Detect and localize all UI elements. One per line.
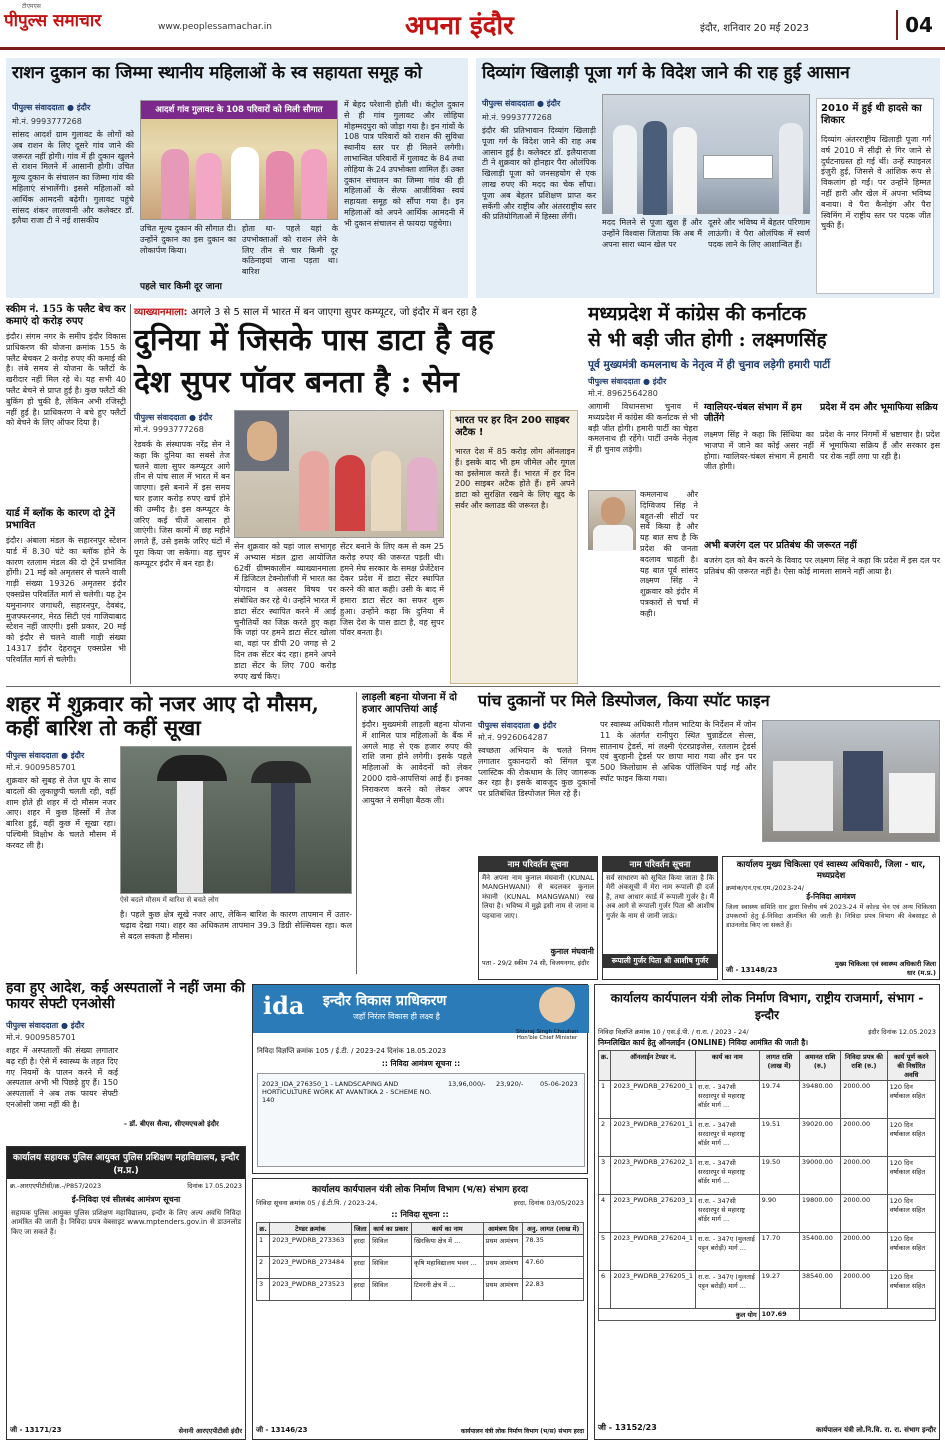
table-cell: कृषि महाविद्यालय भवन ...: [411, 1257, 483, 1279]
story-data-superpower: [134, 304, 580, 684]
table-cell: 2023_PWDRB_276204_1: [611, 1233, 696, 1271]
column-header: जिला: [351, 1223, 370, 1235]
body-col-1: इंदौर की प्रतिभावान दिव्यांग खिलाड़ी पूजा गर्ग के विदेश जाने की राह अब आसान हुई है। कलेक्टर डॉ. इलैयाराजा टी ने शुक्रवार को होनहार पैरा ओलंपिक खिलाड़ी पूजा को जनसहयोग से एक लाख रुपए की मदद का चेक सौंपा। पूजा अब बेहतर प्रशिक्षण प्राप्त कर सकेंगी और राष्ट्रीय और अंतरराष्ट्रीय स्तर की प्रतियोगिताओं में हिस्सा लेंगी।: [482, 126, 596, 222]
table-cell: 39000.00: [799, 1157, 840, 1195]
table-cell: 2: [257, 1257, 270, 1279]
headline: शहर में शुक्रवार को नजर आए दो मौसम, कहीं बारिश तो कहीं सूखा: [6, 691, 319, 741]
body-1: इंदौर। संगम नगर के समीप इंदौर विकास प्राधिकरण की योजना क्रमांक 155 के फ्लैट बेचकर 2 करोड़ रुपए की कमाई की है। लंबे समय से योजना के फ्लैटों के खरीदार नहीं मिल रहे थे। यह सभी 40 फ्लैट बेचने से प्राप्त हुई है। कुछ फ्लैटों की बुकिंग हो चुकी है, लेकिन अभी रजिस्ट्री नहीं हुई है। प्राधिकरण ने बचे हुए फ्लैटों को बेचने के लिए ऑफर दिया है।: [6, 332, 126, 428]
notice-ida-tender: [252, 984, 588, 1174]
photo-seized-items: [762, 720, 940, 842]
subhead-1: ग्वालियर-चंबल संभाग में हम जीतेंगे: [704, 402, 802, 425]
kicker-text: अगले 3 से 5 साल में भारत में बन जाएगा सुपर कम्प्यूटर, जो इंदौर में बन रहा है: [190, 307, 477, 318]
notice-address: पता - 29/2 स्कीम 74 सी, विजयनगर, इंदौर: [482, 959, 589, 967]
ida-title: इन्दौर विकास प्राधिकरण: [323, 993, 447, 1009]
ida-logo: ida: [263, 991, 305, 1020]
logo-tag: टीएमएस: [22, 3, 41, 10]
headline: स्कीम नं. 155 के फ्लैट बेच कर कमाएं दो करोड़ रुपए: [6, 304, 126, 327]
column-header: कार्य का प्रकार: [370, 1223, 412, 1235]
headline-line-2: से भी बड़ी जीत होगी : लक्ष्मणसिंह: [588, 329, 827, 351]
notice-body: मैंने अपना नाम कुनाल मंघवानी (KUNAL MANGHWANI) से बदलकर कुनाल मंघानी (KUNAL MANGWANI) रख लिया है। भविष्य में मुझे इसी नाम से जाना व पहचाना जाए।: [482, 874, 594, 920]
column-header: कार्य का नाम: [411, 1223, 483, 1235]
table-cell: 9.90: [759, 1195, 799, 1233]
notice-cmho-dhar: [722, 856, 940, 980]
table-row: [257, 1257, 584, 1279]
notice-sign: रूपाली गुर्जर पिता श्री आशीष गुर्जर: [603, 954, 717, 968]
table-row: [257, 1235, 584, 1257]
notice-date: हरदा, दिनांक 03/05/2023: [513, 1199, 584, 1207]
table-cell: 120 दिन वर्षाकाल सहित: [887, 1081, 935, 1119]
table-cell: हरदा: [351, 1279, 370, 1301]
ida-amount: 13,96,000/-: [448, 1080, 486, 1088]
notice-sign: सेनानी आरएएपीटीसी इंदौर: [178, 1427, 242, 1435]
table-cell: 120 दिन वर्षाकाल सहित: [887, 1233, 935, 1271]
notice-body: जिला स्वास्थ्य समिति धार द्वारा वित्तीय वर्ष 2023-24 में कोल्ड चेन एवं अन्य चिकित्सा उपकरणों हेतु ई-निविदा आमंत्रित की जाती है। निविदा प्रपत्र विभाग की वेबसाइट से डाउनलोड किए जा सकते हैं।: [726, 903, 936, 929]
caption-1: मदद मिलने से पूजा खुश हैं और उन्होंने विश्वास जिताया कि अब मैं अपना सारा ध्यान खेल पर: [602, 218, 702, 249]
total-value: 107.69: [759, 1309, 799, 1321]
photo-caption: ऐसे बदले मौसम में बारिश से बचते लोग: [120, 896, 219, 904]
subhead: पूर्व मुख्यमंत्री कमलनाथ के नेतृत्व में ही चुनाव लड़ेगी हमारी पार्टी: [588, 359, 831, 371]
table-cell: सिविल: [370, 1279, 412, 1301]
dateline: इंदौर, शनिवार 20 मई 2023: [700, 23, 810, 34]
notice-sign: कार्यपालन यंत्री लो.नि.वि. रा. रा. संभाग इन्दौर: [815, 1426, 936, 1434]
story-scheme-155: [6, 304, 126, 684]
table-row: [599, 1271, 936, 1309]
body-2a: कमलनाथ और दिग्विजय सिंह ने बहुत-सी सीटों पर सर्वे किया है और यह बात सच है कि प्रदेश की जनता बदलाव चाहती है। यह बात पूर्व सांसद लक्ष्मण सिंह ने शुक्रवार को इंदौर में पत्रकारों से चर्चा में कही।: [640, 490, 698, 618]
ida-table: [257, 1073, 585, 1167]
notice-heading: ई-निविदा आमंत्रण: [806, 892, 856, 901]
subhead: पहले चार किमी दूर जाना: [140, 282, 223, 292]
notice-body: सहायक पुलिस आयुक्त पुलिस प्रशिक्षण महाविद्यालय, इन्दौर के लिए अल्प अवधि निविदा आमंत्रित की जाती है। निविदा प्रपत्र वेबसाइट www.mptenders.gov.in से डाउनलोड किए जा सकते हैं।: [11, 1209, 241, 1236]
body-col-2: पर स्वास्थ्य अधिकारी गौतम भाटिया के निर्देशन में जोन 11 के अंतर्गत रानीपुरा स्थित चुन्नाडेंटल सेल्स, सातनाथ ट्रेडर्स, मां लक्ष्मी एंटरप्राइजेस, रतलाम ट्रेडर्स एवं बुरहानी ट्रेडर्स पर छापा मारा गया और इन पर 500 किलोग्राम से अधिक पॉलिथिन पाई गई और स्पॉट फाइन किया गया।: [600, 720, 756, 783]
table-cell: 3: [599, 1157, 611, 1195]
body-col-1: रेडवर्क के संस्थापक नरेंद्र सेन ने कहा कि दुनिया का सबसे तेज चलने वाला सुपर कम्प्यूटर आगे तीन से पांच साल में भारत में बन जाएगा। इसे बनाने में इस समय चार हजार करोड़ रुपए खर्च होने की उम्मीद है। इस कम्प्यूटर के जरिए कई चीजें आसान हो जाएंगी। जिस कामों में छह महीने लगते हैं, उसे इसके जरिए घंटों में पूरा किया जा सकेगा। वह सुपर कम्प्यूटर इंदौर में बन रहा है।: [134, 440, 230, 568]
notice-ref: निविदा सूचना क्रमांक 05 / ई.टी.पि. / 2023-24,: [256, 1199, 378, 1207]
byline: पीपुल्स संवाददाता ● इंदौर: [482, 99, 561, 108]
sidebar-box: [816, 98, 934, 294]
sidebar-title: 2010 में हुई थी हादसे का शिकार: [821, 103, 922, 126]
table-cell: रा.रा. - 347ए (मुलताई पट्टन बरोड़ी) मार्ग ...: [696, 1271, 760, 1309]
table-cell: 19800.00: [799, 1195, 840, 1233]
story-ration-shop: [6, 58, 468, 298]
photo-banner: आदर्श गांव गुलावट के 108 परिवारों को मिली सौगात: [141, 101, 337, 119]
column-header: लागत राशि (लाख में): [759, 1051, 799, 1081]
cm-portrait: [539, 987, 575, 1023]
notice-title: कार्यालय कार्यपालन यंत्री लोक निर्माण विभाग (भ/स) संभाग हरदा: [312, 1185, 528, 1195]
table-cell: खिरकिया क्षेत्र में ...: [411, 1235, 483, 1257]
table-row: [257, 1279, 584, 1301]
table-cell: 2000.00: [841, 1233, 887, 1271]
table-cell: सिविल: [370, 1235, 412, 1257]
table-cell: 2023_PWDRB_276200_1: [611, 1081, 696, 1119]
table-cell: 2000.00: [841, 1157, 887, 1195]
ida-tagline: जहाँ निरंतर विकास ही लक्ष्य है: [353, 1012, 440, 1021]
sidebar-body: भारत देश में 85 करोड़ लोग ऑनलाइन हैं। इसके बाद भी हम जीमेल और गूगल का इस्तेमाल करते हैं। भारत में हर दिन 200 साइबर अटैक होते हैं। हमें अपने डाटा को सुरक्षित रखने के लिए खुद के सर्वर और क्लाउड की जरूरत है।: [455, 447, 575, 510]
story-pooja-garg: [476, 58, 940, 298]
table-cell: रा.रा. - 347सी सरदारपुर से महाराष्ट्र बॉर्डर मार्ग ...: [696, 1157, 760, 1195]
sidebar-body: दिव्यांग अंतरराष्ट्रीय खिलाड़ी पूजा गर्ग वर्ष 2010 में सीढ़ी से गिर जाने से दुर्घटनाग्रस्त हो गई थीं। उन्हें स्पाइनल इंजुरी हुई, जिससे वे आंशिक रूप से विकलांग हो गईं। पर उन्होंने हिम्मत नहीं हारी और खेल में अपना भविष्य बनाया। वे पैरा कैनोइंग और पैरा स्विमिंग में राष्ट्रीय स्तर पर पदक जीत चुकी हैं।: [821, 135, 931, 231]
body-col-1: स्वच्छता अभियान के चलते निगम लगातार दुकानदारों को सिंगल यूज प्लास्टिक की रोकथाम के लिए जागरूक कर रहा है। इसके बावजूद कुछ दुकानों पर प्रतिबंधित डिस्पोजल मिल रहे हैं।: [478, 746, 596, 799]
ida-heading: :: निविदा आमंत्रण सूचना ::: [381, 1059, 461, 1068]
headline: हवा हुए आदेश, कई अस्पतालों ने नहीं जमा की फायर सेफ्टी एनओसी: [6, 980, 245, 1013]
column-header: क्र.: [599, 1051, 611, 1081]
section-title: अपना इंदौर: [405, 11, 514, 41]
ida-banner: [253, 985, 589, 1033]
column-header: निविदा प्रपत्र की राशि (रु.): [841, 1051, 887, 1081]
table-cell: 2023_PWDRB_273484: [270, 1257, 351, 1279]
table-cell: 22.83: [523, 1279, 584, 1301]
body-col-1: शुक्रवार को सुबह से तेज धूप के साथ बादलों की लुकाछुपी चलती रही, वहीं शाम होते ही शहर में दो मौसम नजर आए। शहर में कुछ हिस्सों में तेज बारिश हुई, वहीं कुछ में सूखा रहा। पश्चिमी विक्षोभ के चलते मौसम में करवट ली है।: [6, 776, 116, 850]
notice-title: नाम परिवर्तन सूचना: [603, 857, 717, 872]
ida-ref: निविदा विज्ञप्ति क्रमांक 105 / ई.टी. / 2023-24 दिनांक 18.05.2023: [257, 1047, 447, 1055]
table-cell: प्रथम आमंत्रण: [483, 1257, 523, 1279]
notice-name-change-1: [478, 856, 598, 980]
headline-line-1: दुनिया में जिसके पास डाटा है वह: [134, 323, 494, 358]
sidebar-title: भारत पर हर दिन 200 साइबर अटैक !: [455, 415, 570, 438]
story-weather: [6, 692, 352, 974]
notice-body: सर्व साधारण को सूचित किया जाता है कि मेरी अंकसूची में मेरा नाम रूपाली ही दर्ज है, तथा आधार कार्ड में रूपाली गुर्जर है। मैं अब आगे से रूपाली गुर्जर पिता श्री आशीष गुर्जर के नाम से जानी जाऊं।: [606, 874, 714, 920]
table-cell: 19.50: [759, 1157, 799, 1195]
table-cell: हरदा: [351, 1257, 370, 1279]
notice-id: जी - 13152/23: [598, 1423, 657, 1432]
body-col-1: सांसद आदर्श ग्राम गुलावट के लोगों को अब राशन के लिए दूसरे गांव जाने की जरूरत नहीं होगी। गांव में ही दुकान खुलने से राशन मिलने में आसानी होगी। उचित मूल्य दुकान के संचालन का जिम्मा गांव की महिलाएं संभालेंगी। इससे महिलाओं को आर्थिक आमदनी बढ़ेगी। गुलावट पहुंचे सांसद शंकर लालवानी और कलेक्टर डॉ. इलैया राजा टी ने नई शासकीय: [12, 130, 134, 226]
notice-title: कार्यालय मुख्य चिकित्सा एवं स्वास्थ्य अधिकारी, जिला - धार, मध्यप्रदेश: [736, 860, 926, 881]
table-cell: 2023_PWDRB_273523: [270, 1279, 351, 1301]
photo-rain: [120, 746, 352, 894]
subhead-3: अभी बजरंग दल पर प्रतिबंध की जरूरत नहीं: [704, 540, 857, 551]
column-header: कार्य का नाम: [696, 1051, 760, 1081]
table-cell: 38540.00: [799, 1271, 840, 1309]
cm-name: [507, 1029, 587, 1041]
ida-emd: 23,920/-: [496, 1080, 524, 1088]
table-cell: 35400.00: [799, 1233, 840, 1271]
body-col-4: में बेहद परेशानी होती थी। कंट्रोल दुकान से ही गांव गुलावट और लोहिया मोहम्मदपुरा को जोड़ा गया है। इन गांवों के 108 पात्र परिवारों को राशन की सुविधा स्थानीय स्तर पर ही मिलने लगेगी। लाभान्वित परिवारों में गुलावट के 84 तथा लोहिया के 24 उपभोक्ता शामिल हैं। उक्त दुकान संचालन का जिम्मा गांव की ही महिलाओं के सेल्फ आजीविका स्वयं सहायता समूह को सौंपा गया है। इन महिलाओं को अपने आर्थिक आमदनी में भी दुकान संचालन से फायदा पहुंचेगा।: [344, 100, 464, 228]
photo-audience: [234, 410, 444, 538]
notice-name-change-2: [602, 856, 718, 980]
photo-laxman-singh: [588, 490, 636, 550]
table-cell: टिमरनी क्षेत्र में ...: [411, 1279, 483, 1301]
table-cell: सिविल: [370, 1257, 412, 1279]
table-cell: 19.74: [759, 1081, 799, 1119]
table-cell: 2000.00: [841, 1081, 887, 1119]
table-cell: 2000.00: [841, 1195, 887, 1233]
column-header: ऑनलाईन टेण्डर नं.: [611, 1051, 696, 1081]
table-cell: रा.रा. - 347सी सरदारपुर से महाराष्ट्र बॉर्डर मार्ग ...: [696, 1081, 760, 1119]
total-label: कुल योग: [599, 1309, 760, 1321]
byline: पीपुल्स संवाददाता ● इंदौर: [588, 377, 667, 386]
column-header: क्र.: [257, 1223, 270, 1235]
notice-date: इंदौर दिनांक 12.05.2023: [868, 1028, 936, 1036]
notice-sign: मुख्य चिकित्सा एवं स्वास्थ्य अधिकारी जिला धार (म.प्र.): [834, 960, 936, 977]
notice-id: जी - 13171/23: [10, 1426, 62, 1434]
table-cell: 4: [599, 1195, 611, 1233]
story-fire-noc: [6, 980, 246, 1140]
mobile-number: मो.नं. 9993777268: [12, 117, 82, 126]
page-number: 04: [896, 10, 940, 40]
notice-heading: :: निविदा सूचना ::: [391, 1210, 449, 1219]
notice-date: दिनांक 17.05.2023: [187, 1182, 242, 1190]
table-cell: 120 दिन वर्षाकाल सहित: [887, 1271, 935, 1309]
table-row: [599, 1157, 936, 1195]
story-ladli-behna: [362, 692, 472, 882]
table-cell: 2000.00: [841, 1271, 887, 1309]
ida-work: 2023_IDA_276350_1 - LANDSCAPING AND HORTICULTURE WORK AT AVANTIKA 2 - SCHEME NO. 140: [262, 1080, 432, 1104]
notice-title: नाम परिवर्तन सूचना: [479, 857, 597, 872]
table-cell: रा.रा. - 347सी सरदारपुर से महाराष्ट्र बॉर्डर मार्ग ...: [696, 1119, 760, 1157]
byline: पीपुल्स संवाददाता ● इंदौर: [6, 751, 85, 760]
table-cell: हरदा: [351, 1235, 370, 1257]
table-cell: 19.27: [759, 1271, 799, 1309]
tender-table: [598, 1050, 936, 1321]
table-cell: रा.रा. - 347ए (मुलताई पट्टन बरोड़ी) मार्ग ...: [696, 1233, 760, 1271]
table-cell: प्रथम आमंत्रण: [483, 1235, 523, 1257]
notice-ref: निविदा विज्ञप्ति क्रमांक 10 / एस.ई.पी. / रा.रा. / 2023 - 24/: [598, 1028, 749, 1036]
cm-role: Hon'ble Chief Minister: [516, 1035, 578, 1041]
headline: दिव्यांग खिलाड़ी पूजा गर्ग के विदेश जाने की राह हुई आसान: [482, 63, 850, 83]
table-cell: 2023_PWDRB_276201_1: [611, 1119, 696, 1157]
caption-2: दूसरे और भविष्य में बेहतर परिणाम लाऊंगी। वे पैरा ओलंपिक में स्वर्ण पदक लाने के लिए आशान्वित हैं।: [708, 218, 810, 249]
notice-pwd-harda: [252, 1178, 588, 1440]
photo-cheque-handover: [602, 94, 810, 214]
headline: पांच दुकानों पर मिले डिस्पोजल, किया स्पॉट फाइन: [478, 691, 770, 710]
body-col-3: होता था- पहले यहां के उपभोक्ताओं को राशन लेने के लिए तीन से चार किमी दूर कठिनाइयां जाना पड़ता था। बारिश: [242, 224, 338, 277]
tender-table: [256, 1222, 584, 1301]
notice-ref: क्रमांक/एन.एच.एम./2023-24/: [726, 884, 804, 892]
table-cell: 2023_PWDRB_276202_1: [611, 1157, 696, 1195]
table-cell: 19.51: [759, 1119, 799, 1157]
headline: राशन दुकान का जिम्मा स्थानीय महिलाओं के स्व सहायता समूह को: [12, 63, 422, 83]
mobile-number: मो.नं. 9009585701: [6, 1033, 76, 1042]
quote-sign: - डॉ. बीएस सैत्या, सीएमएचओ इंदौर: [124, 1120, 219, 1128]
table-cell: 3: [257, 1279, 270, 1301]
notice-ref: क्र.-आरएएपीटीसी/क्र.-/P857/2023: [10, 1182, 102, 1190]
column-header: कार्य पूर्ण करने की निर्धारित अवधि: [887, 1051, 935, 1081]
mobile-number: मो.नं. 9009585701: [6, 763, 76, 772]
byline: पीपुल्स संवाददाता ● इंदौर: [478, 721, 557, 730]
byline: पीपुल्स संवाददाता ● इंदौर: [134, 413, 213, 422]
table-cell: 2023_PWDRB_276203_1: [611, 1195, 696, 1233]
website-url[interactable]: www.peoplessamachar.in: [158, 22, 272, 32]
notice-pwd-nh-indore: [594, 984, 940, 1440]
notice-police-college: [6, 1146, 246, 1440]
body-col-3: सेंटर बनाने के लिए कम से कम 25 करोड़ रुपए की जरूरत पड़ती थी। हमने मेघ सरकार के समक्ष प्रेजेंटेशन देकर प्रदेश में डाटा सेंटर स्थापित करने की बात कही। उसी के बाद में हमारा डाटा सेंटर का सफर शुरू हुआ। उन्होंने कहा कि दुनिया में जिस देश के पास डाटा है, वह सुपर पॉवर बनता है।: [340, 542, 444, 638]
masthead: [0, 0, 945, 50]
column-header: आमंत्रण दिन: [483, 1223, 523, 1235]
table-row: [599, 1233, 936, 1271]
table-cell: 2023_PWDRB_273363: [270, 1235, 351, 1257]
headline: लाड़ली बहना योजना में दो हजार आपत्तियां आईं: [362, 692, 458, 715]
newspaper-logo: पीपुल्स समाचार: [4, 11, 102, 31]
table-cell: 2: [599, 1119, 611, 1157]
sidebar-cyber: [450, 410, 578, 684]
column-header: टेण्डर क्रमांक: [270, 1223, 351, 1235]
body-4: प्रदेश के नगर निगमों में भ्रष्टाचार है। प्रदेश में भूमाफिया सक्रिय हैं और सरकार इस पर रोक नहीं लगा पा रही है।: [820, 430, 940, 461]
headline-line-2: देश सुपर पॉवर बनता है : सेन: [134, 365, 459, 400]
table-cell: 2023_PWDRB_276205_1: [611, 1271, 696, 1309]
subhead-2: प्रदेश में दम और भूमाफिया सक्रिय: [820, 402, 938, 413]
table-row: [599, 1195, 936, 1233]
notice-id: जी - 13148/23: [726, 966, 778, 974]
notice-sign: कार्यपालन यंत्री लोक निर्माण विभाग (भ/स) संभाग हरदा: [460, 1428, 584, 1435]
table-row: [599, 1119, 936, 1157]
body-2: इंदौर। अंबाला मंडल के सहारनपुर स्टेशन यार्ड में 8.30 घंटे का ब्लॉक होने के कारण रतलाम मंडल की दो ट्रेनें प्रभावित होंगी। 21 मई को अमृतसर से चलने वाली गाड़ी संख्या 19326 अमृतसर इंदौर एक्सप्रेस परिवर्तित मार्ग से चलेगी। यह ट्रेन यमुनानगर जगाधरी, सहारनपुर, देवबंद, मुजफ्फरनगर, मेरठ सिटी एवं गाजियाबाद स्टेशन नहीं जाएगी। इसी प्रकार, 20 मई को इंदौर से चलने वाली गाड़ी संख्या 14317 इंदौर देहरादून एक्सप्रेस भी परिवर्तित मार्ग से चलेगी।: [6, 536, 126, 664]
body-col-2: है। पहले कुछ क्षेत्र सूखे नजर आए, लेकिन बारिश के कारण तापमान में उतार-चढ़ाव देखा गया। शहर का अधिकतम तापमान 39.3 डिग्री सेल्सियस रहा। कल से बदल सकता है मौसम।: [120, 910, 352, 941]
kicker: व्याख्यानमाला:: [134, 307, 188, 318]
body-3: लक्ष्मण सिंह ने कहा कि सिंधिया का भाजपा में जाने का कोई असर नहीं होगा। ग्वालियर-चंबल संभाग में हमारी जीत होगी।: [704, 430, 814, 472]
cm-name-text: Shivraj Singh Chouhan: [515, 1029, 579, 1035]
notice-title: कार्यालय सहायक पुलिस आयुक्त पुलिस प्रशिक्षण महाविद्यालय, इन्दौर (म.प्र.): [7, 1147, 245, 1179]
notice-id: जी - 13146/23: [256, 1426, 308, 1434]
table-cell: 120 दिन वर्षाकाल सहित: [887, 1119, 935, 1157]
mobile-number: मो.नं. 9993777268: [134, 425, 204, 434]
mobile-number: मो.नं. 9926064287: [478, 733, 548, 742]
column-header: अमानत राशि (रु.): [799, 1051, 840, 1081]
mobile-number: मो.नं. 9993777268: [482, 113, 552, 122]
ida-date: 05-06-2023: [540, 1080, 578, 1088]
table-cell: 6: [599, 1271, 611, 1309]
table-row: [599, 1081, 936, 1119]
body: इंदौर। मुख्यमंत्री लाड़ली बहना योजना में शामिल पात्र महिलाओं के बैंक में अगले माह से एक हजार रुपए की राशि जमा होने लगेगी। इसके पहले महिलाओं के आवेदनों को लेकर 2000 दावे-आपत्तियां आई हैं। इनका निराकरण करने को लेकर अपर आयुक्त ने समीक्षा बैठक ली।: [362, 720, 472, 805]
headline-line-1: मध्यप्रदेश में कांग्रेस की कर्नाटक: [588, 303, 806, 325]
table-cell: 120 दिन वर्षाकाल सहित: [887, 1195, 935, 1233]
body-5: बजरंग दल को बैन करने के विवाद पर लक्ष्मण सिंह ने कहा कि प्रदेश में इस दल पर प्रतिबंध की जरूरत नहीं है। ऐसा कोई मामला सामने नहीं आया है।: [704, 556, 940, 576]
byline: पीपुल्स संवाददाता ● इंदौर: [6, 1021, 85, 1030]
table-cell: 1: [599, 1081, 611, 1119]
column-header: अनु. लागत (लाख में): [523, 1223, 584, 1235]
kicker-line: [134, 304, 580, 320]
story-laxman-singh: [588, 304, 940, 684]
body-1: आगामी विधानसभा चुनाव में मध्यप्रदेश में कांग्रेस की कर्नाटक से भी बड़ी जीत होगी। हमारी पार्टी का चेहरा कमलनाथ ही रहेंगे। पार्टी उनके नेतृत्व में ही चुनाव लड़ेगी।: [588, 402, 698, 455]
notice-heading: ई-निविदा एवं सीलबंद आमंत्रण सूचना: [71, 1195, 181, 1204]
table-cell: 47.60: [523, 1257, 584, 1279]
byline: पीपुल्स संवाददाता ● इंदौर: [12, 103, 91, 112]
body-col-2: उचित मूल्य दुकान की सौगात दी। उन्होंने दुकान का इस दुकान का लोकार्पण किया।: [140, 224, 236, 255]
table-cell: 1: [257, 1235, 270, 1257]
table-cell: 2000.00: [841, 1119, 887, 1157]
mobile-number: मो.नं. 8962564280: [588, 389, 658, 398]
body-col-1: शहर में अस्पतालों की संख्या लगातार बढ़ रही है। ऐसे में स्वास्थ्य के तहत दिए गए नियमों के पालन करने में कई अस्पताल अभी भी पिछड़े हुए हैं। 150 अस्पतालों ने अब तक फायर सेफ्टी एनओसी जमा नहीं की है।: [6, 1046, 118, 1109]
table-cell: रा.रा. - 347सी सरदारपुर से महाराष्ट्र बॉर्डर मार्ग ...: [696, 1195, 760, 1233]
table-cell: 39020.00: [799, 1119, 840, 1157]
table-cell: 120 दिन वर्षाकाल सहित: [887, 1157, 935, 1195]
subhead: यार्ड में ब्लॉक के कारण दो ट्रेनें प्रभावित: [6, 508, 115, 531]
table-cell: 39480.00: [799, 1081, 840, 1119]
notice-sign: कुनाल मंघवानी: [550, 947, 594, 956]
notice-title: कार्यालय कार्यपालन यंत्री लोक निर्माण विभाग, राष्ट्रीय राजमार्ग, संभाग - इन्दौर: [610, 991, 924, 1022]
photo-ration-shop: [140, 100, 338, 220]
body-col-2: सेन शुक्रवार को यहां जाल सभागृह में अभ्यास मंडल द्वारा आयोजित 62वीं ग्रीष्मकालीन व्याख्यानमाला में डिजिटल टेक्नोलॉजी में भारत का योगदान व अवसर विषय पर संबोधित कर रहे थे। उन्होंने भारत में डाटा सेंटर स्थापित करने में आई चुनौतियों का जिक्र करते हुए कहा कि जहां पर हमने डाटा सेंटर खोला था, वहां पर डीपी 20 जगह से 2 दिन तक सेंटर बंद रहा। हमने अपने डाटा सेंटर के लिए 700 करोड़ रुपए खर्च किए।: [234, 542, 336, 681]
story-spot-fine: [478, 692, 940, 852]
notice-heading: निम्नलिखित कार्य हेतु ऑनलाईन (ONLINE) निविदा आमंत्रित की जाती है।: [598, 1038, 809, 1047]
table-cell: 78.35: [523, 1235, 584, 1257]
table-cell: प्रथम आमंत्रण: [483, 1279, 523, 1301]
table-cell: 5: [599, 1233, 611, 1271]
table-cell: 17.70: [759, 1233, 799, 1271]
